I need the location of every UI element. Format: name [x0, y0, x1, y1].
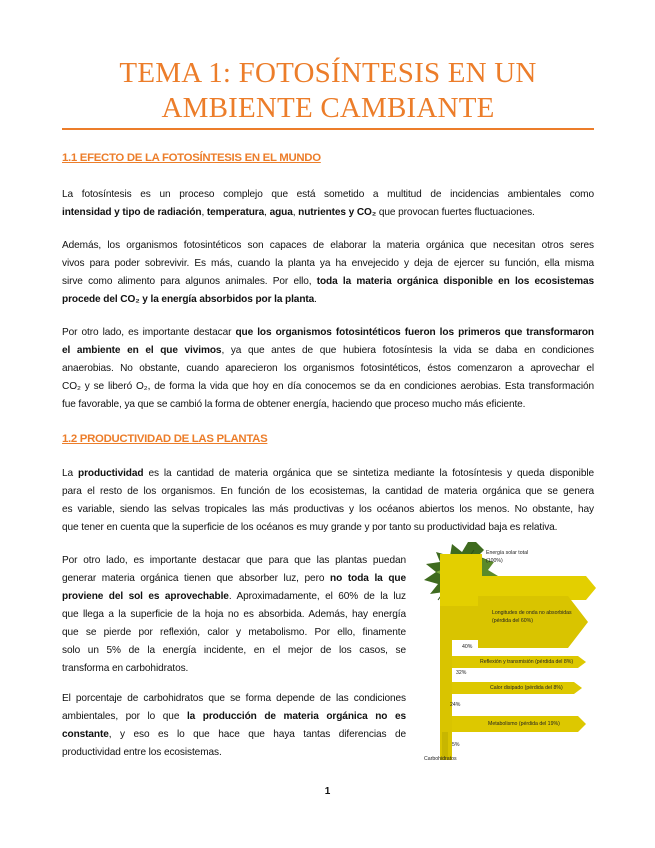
- page-title-line-1: TEMA 1: FOTOSÍNTESIS EN UN: [119, 57, 537, 89]
- section-heading-1-1: 1.1 EFECTO DE LA FOTOSÍNTESIS EN EL MUNDO: [62, 152, 321, 164]
- bold-text: productividad: [78, 468, 144, 479]
- figure-label-carbohydrates: Carbohidratos: [424, 756, 457, 762]
- text-line: fue favorable, ya que se cambió la forma de obtener energía, haciendo que proceso mucho más eficiente.: [62, 399, 526, 410]
- paragraph-1-2-a: [62, 465, 594, 537]
- title-divider: [62, 128, 594, 130]
- text-line: que llega a la superficie de la hoja no es absorbida. Además, hay energía: [62, 609, 406, 620]
- text-line: [62, 204, 594, 222]
- bold-text: toda la materia orgánica disponible en los ecosistemas: [316, 276, 595, 287]
- text-fragment: sirve como alimento para algunos animales. Por ello,: [62, 276, 317, 287]
- bold-text: que los organismos fotosintéticos fueron los primeros que transformaron: [235, 327, 594, 338]
- bold-text: procede del CO₂ y la energía absorbidos por la planta: [62, 294, 315, 305]
- text-fragment: . Aproximadamente, el 60% de la luz: [228, 591, 407, 602]
- text-line: [62, 588, 406, 606]
- text-fragment: es la cantidad de materia orgánica que se sintetiza mediante la fotosíntesis y queda disponible: [143, 468, 594, 479]
- bold-text: proviene del sol es aprovechable: [62, 591, 229, 602]
- text-fragment: .: [314, 294, 317, 305]
- paragraph-1-1-a: [62, 186, 594, 222]
- text-fragment: Por otro lado, es importante destacar: [62, 327, 236, 338]
- paragraph-1-2-c: [62, 690, 406, 762]
- text-line: anaerobias. No obstante, cuando aparecieron los organismos fotosintéticos, éstos comenzaron a aprovechar el: [62, 363, 594, 374]
- text-fragment: generar materia orgánica tienen que absorber luz, pero: [62, 573, 331, 584]
- text-fragment: que provocan fuertes fluctuaciones.: [376, 207, 535, 218]
- text-line: productividad entre los ecosistemas.: [62, 747, 222, 758]
- text-line: El porcentaje de carbohidratos que se forma depende de las condiciones: [62, 693, 406, 704]
- text-line: Por otro lado, es importante destacar que para que las plantas puedan: [62, 555, 406, 566]
- text-line: vivos para poder sobrevivir. Es más, cuando la planta ya ha envejecido y deja de ejercer su función, ella misma: [62, 258, 594, 269]
- text-line: [62, 273, 594, 291]
- text-line: transforma en carbohidratos.: [62, 663, 189, 674]
- figure-label-heat: Calor disipado (pérdida del 8%): [490, 685, 563, 691]
- bold-text: temperatura: [206, 207, 265, 218]
- bold-text: constante: [62, 729, 109, 740]
- figure-label-reflection: Reflexión y transmisión (pérdida del 8%): [480, 659, 574, 665]
- text-line: [62, 726, 406, 744]
- text-line: es variable, siendo las selvas tropicales las más productivas y los océanos abiertos los menos. No obstante, hay: [62, 504, 594, 515]
- figure-label-metabolism: Metabolismo (pérdida del 19%): [488, 721, 560, 727]
- text-line: [62, 342, 594, 360]
- text-line: La fotosíntesis es un proceso complejo que está sometido a multitud de incidencias ambientales como: [62, 189, 594, 200]
- text-line: solo un 5% de la energía incidente, en el mejor de los casos, se: [62, 645, 406, 656]
- text-line: Además, los organismos fotosintéticos son capaces de elaborar la materia orgánica que necesitan otros seres: [62, 240, 594, 251]
- figure-label-wavelength-2: (pérdida del 60%): [492, 618, 533, 624]
- text-fragment: , ya que antes de que hubiera fotosíntesis la vida se daba en condiciones: [221, 345, 594, 356]
- figure-label-5: 5%: [452, 742, 460, 748]
- bold-text: el ambiente en el que vivimos: [62, 345, 222, 356]
- figure-label-wavelength: Longitudes de onda no absorbidas: [492, 610, 572, 616]
- text-fragment: ,: [264, 207, 270, 218]
- text-fragment: ambientales, por lo que: [62, 711, 187, 722]
- figure-label-32: 32%: [456, 670, 467, 676]
- text-fragment: , y eso es lo que hace que haya tantas diferencias de: [108, 729, 406, 740]
- figure-label-40: 40%: [462, 644, 473, 650]
- text-line: que tener en cuenta que la superficie de los océanos es muy grande y por tanto su productividad baja es relativa.: [62, 522, 558, 533]
- text-line: CO₂ y se liberó O₂, de forma la vida que hoy en día conocemos se da en condiciones aerobias. Esta transformación: [62, 381, 594, 392]
- bold-text: agua: [269, 207, 293, 218]
- paragraph-1-1-c: [62, 324, 594, 414]
- paragraph-1-1-b: [62, 237, 594, 309]
- text-fragment: ,: [292, 207, 299, 218]
- text-line: [62, 708, 406, 726]
- paragraph-1-2-b: [62, 552, 406, 678]
- page-title-line-2: AMBIENTE CAMBIANTE: [161, 92, 495, 124]
- text-line: para el resto de los organismos. En función de los ecosistemas, la cantidad de materia orgánica que se genera: [62, 486, 594, 497]
- figure-label-total-energy: Energía solar total: [486, 550, 529, 556]
- figure-label-24: 24%: [450, 702, 461, 708]
- energy-flow-figure: [418, 540, 598, 764]
- text-line: [62, 324, 594, 342]
- energy-flow-diagram: [418, 540, 598, 764]
- text-fragment: La: [62, 468, 79, 479]
- text-line: [62, 291, 594, 309]
- text-line: que se pierde por reflexión, calor y metabolismo. Por ello, finamente: [62, 627, 406, 638]
- page-title: [62, 56, 594, 126]
- text-line: [62, 570, 406, 588]
- text-fragment: ,: [201, 207, 207, 218]
- bold-text: la producción de materia orgánica no es: [186, 711, 406, 722]
- bold-text: nutrientes y CO₂: [298, 207, 377, 218]
- page-number: 1: [324, 786, 331, 797]
- section-heading-1-2: 1.2 PRODUCTIVIDAD DE LAS PLANTAS: [62, 433, 268, 445]
- text-line: [62, 465, 594, 483]
- bold-text: no toda la que: [330, 573, 407, 584]
- bold-text: intensidad y tipo de radiación: [62, 207, 202, 218]
- figure-label-total-pct: (100%): [486, 558, 503, 564]
